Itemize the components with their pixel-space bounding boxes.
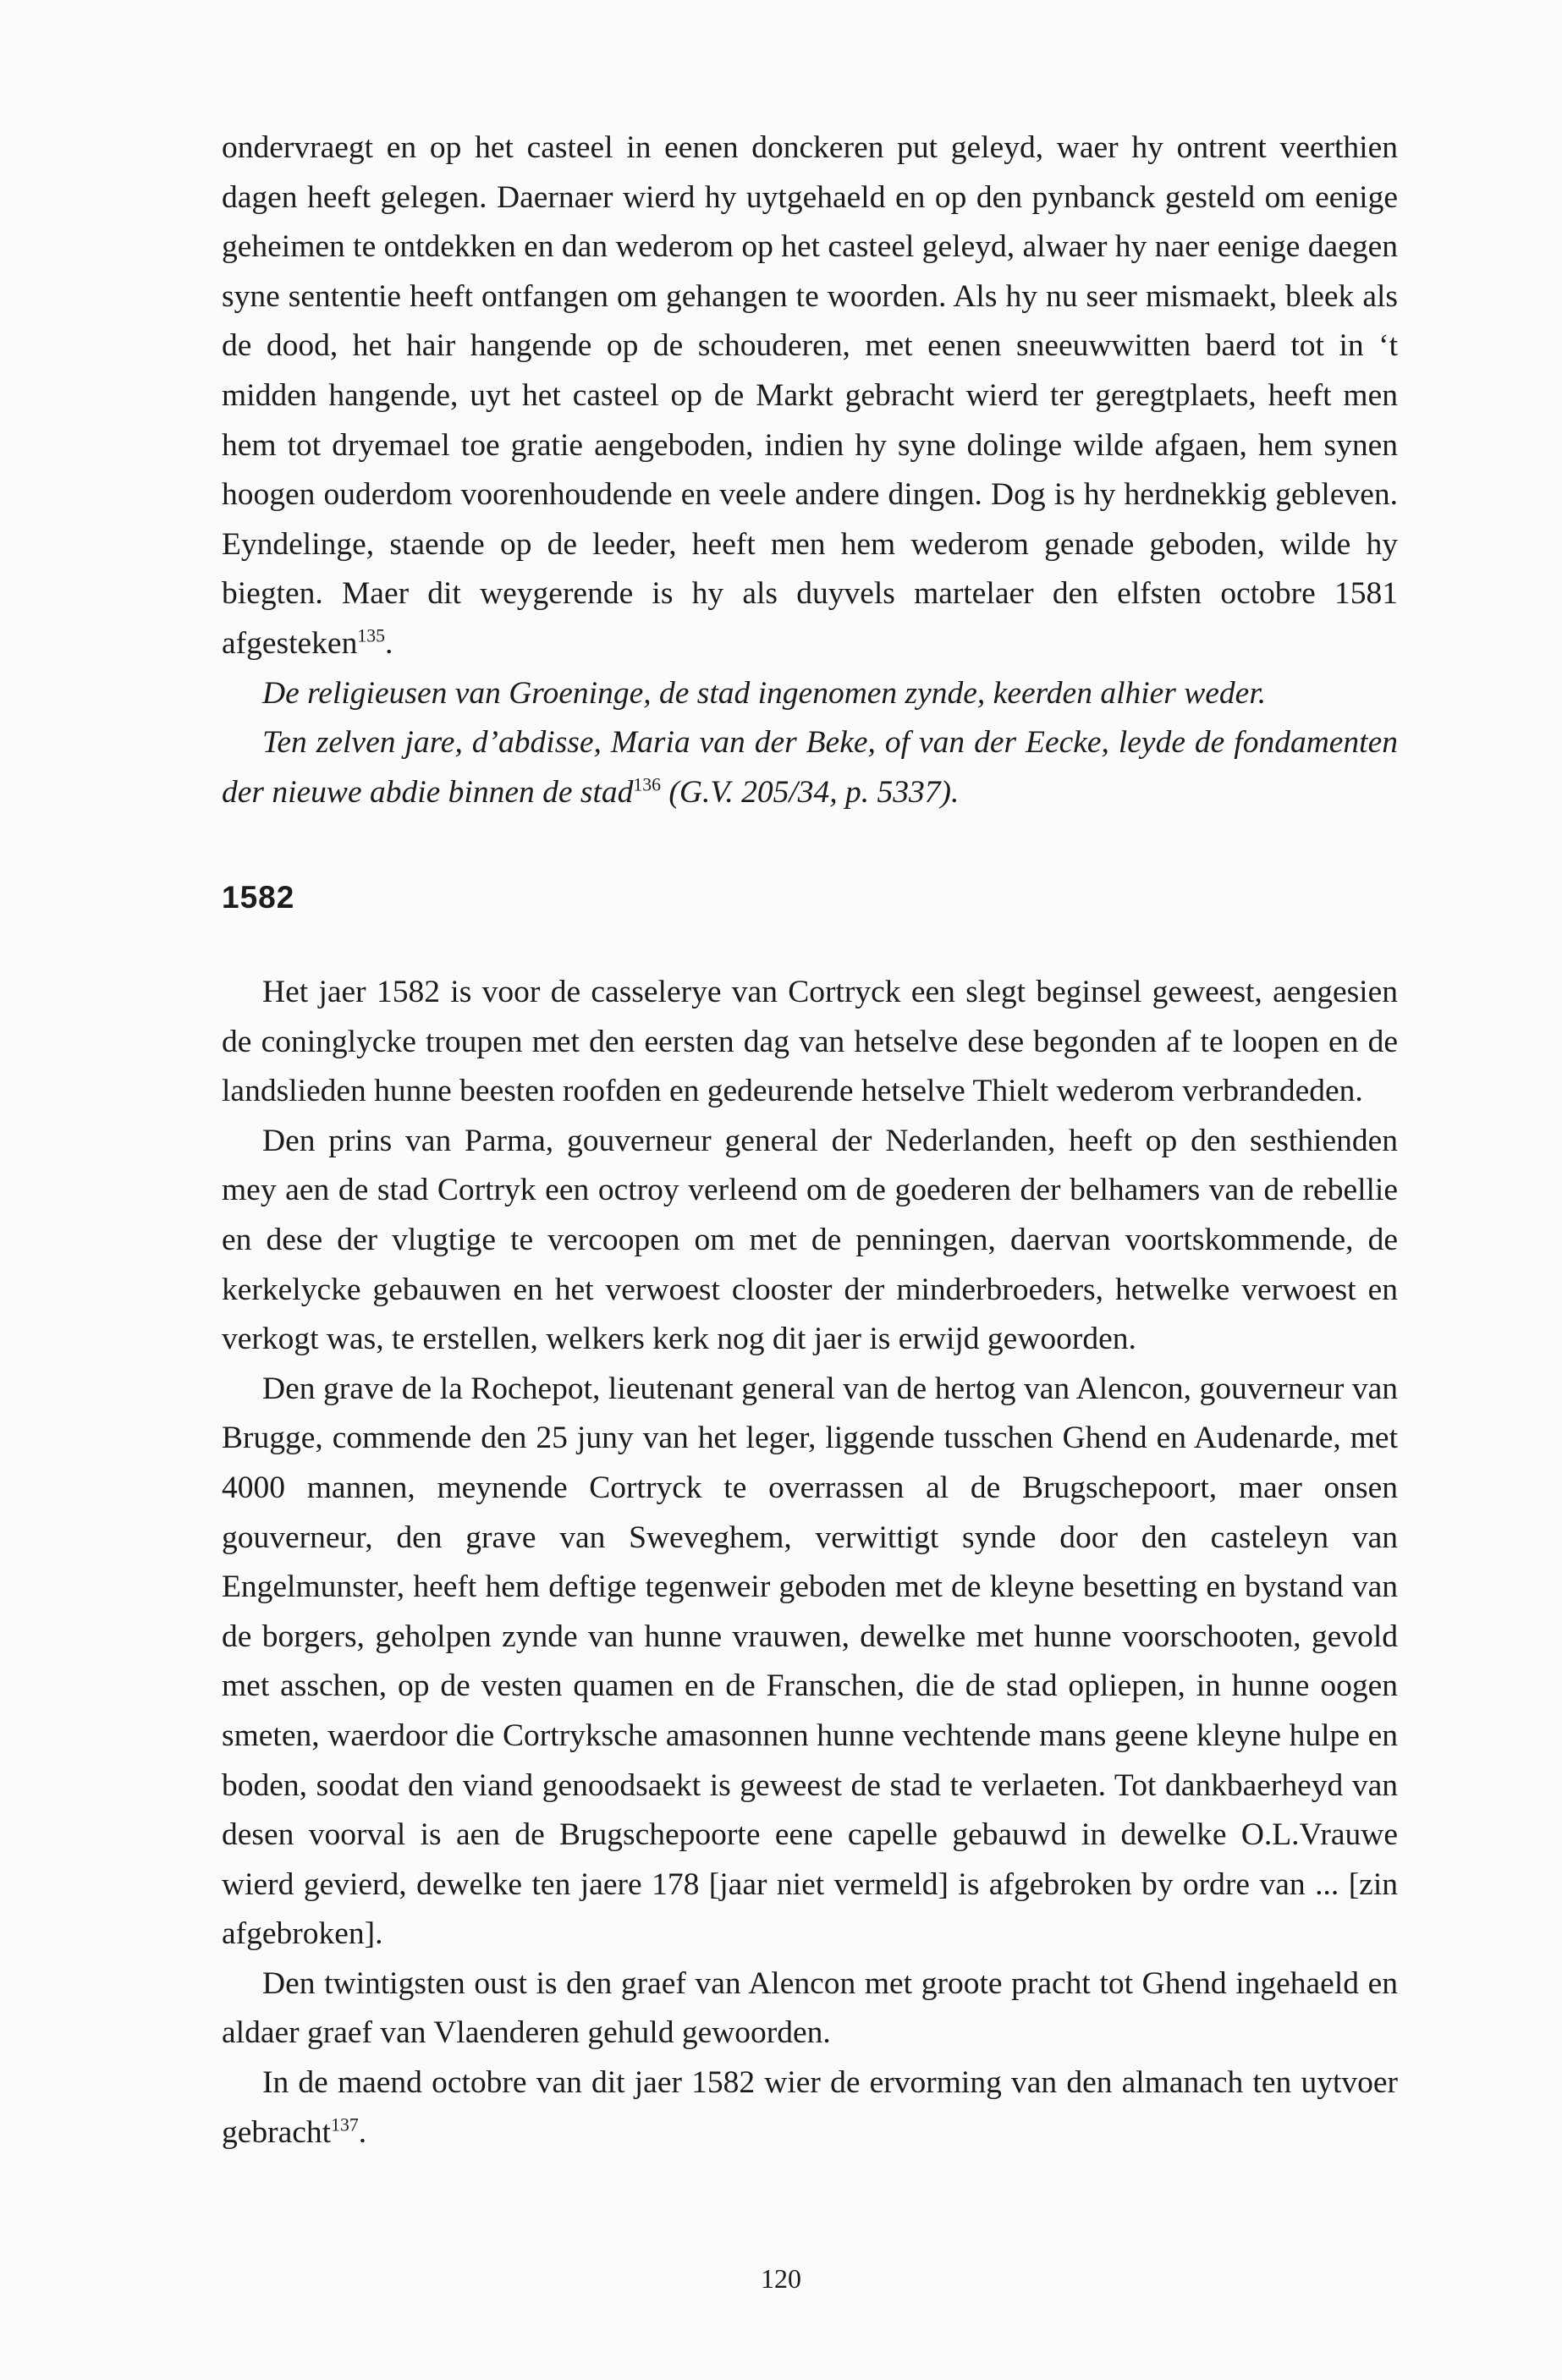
paragraph-execution	[222, 124, 1398, 669]
paragraph-almanach	[222, 2058, 1398, 2157]
paragraph-prins-van-parma: Den prins van Parma, gouverneur general der Nederlanden, heeft op den sesthienden mey aen de stad Cortryk een octroy verleend om de goederen der belhamers van de rebellie en dese der vlugtige te vercoopen om met de penningen, daervan voortskommende, de kerkelycke gebauwen en het verwoest clooster der minderbroeders, hetwelke verwoest en verkogt was, te erstellen, welkers kerk nog dit jaer is erwijd gewoorden.	[222, 1123, 1398, 1357]
paragraph-religieusen: De religieusen van Groeninge, de stad ingenomen zynde, keerden alhier weder.	[262, 675, 1267, 711]
paragraph-rochepot: Den grave de la Rochepot, lieutenant general van de hertog van Alencon, gouverneur van Brugge, commende den 25 juny van het leger, liggende tusschen Ghend en Audenarde, met 4000 mannen, meynende Cortryck te overrassen al de Brugschepoort, maer onsen gouverneur, den grave van Sweveghem, verwittigt synde door den casteleyn van Engelmunster, heeft hem deftige tegenweir geboden met de kleyne besetting en bystand van de borgers, geholpen zynde van hunne vrauwen, dewelke met hunne voorschooten, gevold met asschen, op de vesten quamen en de Franschen, die de stad opliepen, in hunne oogen smeten, waerdoor die Cortryksche amasonnen hunne vechtende mans geene kleyne hulpe en boden, soodat den viand genoodsaekt is geweest de stad te verlaeten. Tot dankbaerheyd van desen voorval is aen de Brugschepoorte eene capelle gebauwd in dewelke O.L.Vrauwe wierd gevierd, dewelke ten jaere 178 [jaar niet vermeld] is afgebroken by ordre van ... [zin afgebroken].	[222, 1371, 1398, 1952]
footnote-ref-136: 136	[633, 774, 661, 795]
footnote-ref-135: 135	[357, 625, 385, 646]
section-1582-text	[222, 968, 1398, 2157]
paragraph-text: Ten zelven jare, d’abdisse, Maria van der Beke, of van der Eecke, leyde de fondamenten der nieuwe abdie binnen de stad	[222, 725, 1398, 810]
source-reference: (G.V. 205/34, p. 5337).	[661, 774, 960, 810]
paragraph-end: .	[384, 625, 393, 661]
page-number: 120	[761, 2263, 801, 2294]
paragraph-end: .	[358, 2114, 367, 2150]
year-heading: 1582	[222, 880, 295, 915]
paragraph-abdisse	[222, 718, 1398, 817]
paragraph-text: ondervraegt en op het casteel in eenen donckeren put geleyd, waer hy ontrent veerthien dagen heeft gelegen. Daernaer wierd hy uytgehaeld en op den pynbanck gesteld om eenige geheimen te ontdekken en dan wederom op het casteel geleyd, alwaer hy naer eenige daegen syne sententie heeft ontfangen om gehangen te woorden. Als hy nu seer mismaekt, bleek als de dood, het hair hangende op de schouderen, met eenen sneeuwwitten baerd tot in ‘t midden hangende, uyt het casteel op de Markt gebracht wierd ter geregtplaets, heeft men hem tot dryemael toe gratie aengeboden, indien hy syne dolinge wilde afgaen, hem synen hoogen ouderdom voorenhoudende en veele andere dingen. Dog is hy herdnekkig gebleven. Eyndelinge, staende op de leeder, heeft men hem wederom genade geboden, wilde hy biegten. Maer dit weygerende is hy als duyvels martelaer den elfsten octobre 1581 afgesteken	[222, 130, 1398, 661]
footnote-ref-137: 137	[331, 2114, 359, 2135]
paragraph-alencon: Den twintigsten oust is den graef van Alencon met groote pracht tot Ghend ingehaeld en aldaer graef van Vlaenderen gehuld gewoorden.	[222, 1965, 1398, 2051]
paragraph-text: In de maend octobre van dit jaer 1582 wier de ervorming van den almanach ten uytvoer gebracht	[222, 2065, 1398, 2150]
paragraph-casselerye: Het jaer 1582 is voor de casselerye van Cortryck een slegt beginsel geweest, aengesien de coninglycke troupen met den eersten dag van hetselve dese begonden af te loopen en de landslieden hunne beesten roofden en gedeurende hetselve Thielt wederom verbrandeden.	[222, 975, 1398, 1109]
section-1581-text	[222, 124, 1398, 817]
